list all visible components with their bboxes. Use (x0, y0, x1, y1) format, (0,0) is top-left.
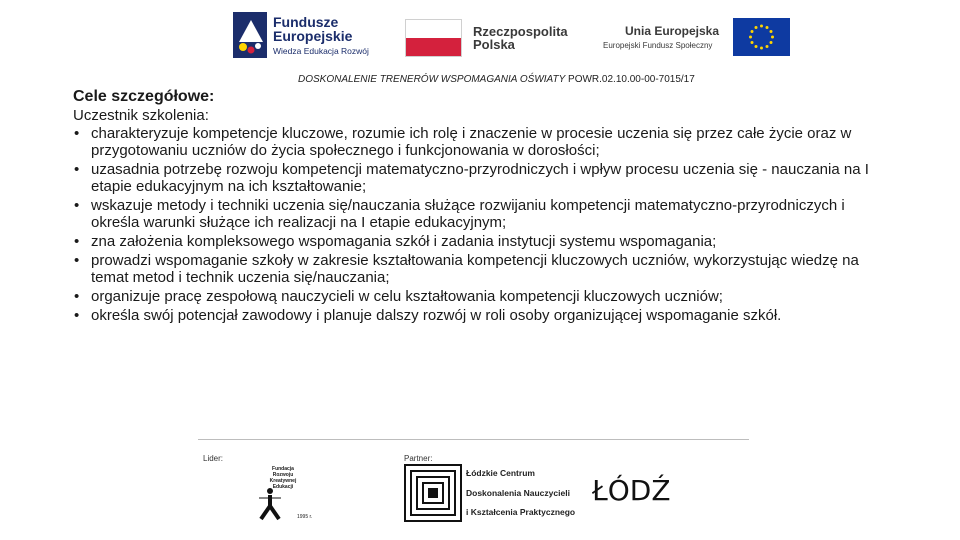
bullet-icon: • (74, 125, 80, 142)
list-item-text: zna założenia kompleksowego wspomagania szkół i zadania instytucji systemu wspomagania; (91, 233, 717, 250)
figure-icon (255, 486, 285, 522)
bullet-icon: • (74, 288, 80, 305)
list-item (73, 252, 893, 286)
main-content (73, 88, 893, 326)
concentric-squares-icon (404, 464, 462, 522)
section-heading: Cele szczegółowe: (73, 88, 215, 105)
list-item (73, 307, 893, 324)
list-item-text: charakteryzuje kompetencje kluczowe, rozumie ich rolę i znaczenie w procesie uczenia się przez całe życie oraz w przygotowaniu uczniów do życia społecznego i funkcjonowania w dorosłości; (91, 125, 852, 159)
footer-divider (198, 439, 749, 440)
bullet-icon: • (74, 197, 80, 214)
rzeczpospolita-text: Rzeczpospolita (473, 24, 568, 39)
lider-label: Lider: (203, 454, 224, 463)
bullet-icon: • (74, 233, 80, 250)
list-item-text: organizuje pracę zespołową nauczycieli w celu kształtowania kompetencji kluczowych uczniów; (91, 288, 723, 305)
unia-europejska-text: Unia Europejska (625, 24, 720, 38)
list-item-text: wskazuje metody i techniki uczenia się/nauczania służące rozwijaniu kompetencji matematyczno-przyrodniczych i określa warunki służące ich realizacji na I etapie edukacyjnym; (91, 197, 845, 231)
partner-line1: Łódzkie Centrum (466, 468, 535, 478)
project-code: POWR.02.10.00-00-7015/17 (568, 74, 695, 85)
list-item (73, 161, 893, 195)
partner-logo (404, 464, 576, 524)
bullet-icon: • (74, 307, 80, 324)
unia-europejska-logo (603, 18, 793, 60)
program-name: Wiedza Edukacja Rozwój (273, 46, 369, 56)
list-item (73, 125, 893, 159)
partner-line2: Doskonalenia Nauczycieli (466, 488, 570, 498)
list-item-text: prowadzi wspomaganie szkoły w zakresie kształtowania kompetencji kluczowych uczniów, wykorzystując wiedzę na temat metod i technik uczenia się/nauczania; (91, 252, 859, 286)
fundusze-europejskie-logo (233, 12, 378, 62)
objectives-list (73, 125, 893, 324)
lodz-city-logo (592, 470, 672, 510)
list-item-text: określa swój potencjał zawodowy i planuje dalszy rozwój w roli osoby organizującej wspomaganie szkół. (91, 307, 782, 324)
fundusze-europejskie-mark-icon (233, 12, 267, 58)
list-item-text: uzasadnia potrzebę rozwoju kompetencji matematyczno-przyrodniczych i wpływ procesu uczenia się - nauczania na I etapie edukacyjnym na ich kształtowanie; (91, 161, 869, 195)
project-name: DOSKONALENIE TRENERÓW WSPOMAGANIA OŚWIATY (298, 74, 566, 85)
polish-flag-icon (405, 19, 462, 57)
bullet-icon: • (74, 252, 80, 269)
project-line (298, 74, 695, 85)
list-item (73, 288, 893, 305)
rzeczpospolita-polska-logo (405, 19, 575, 59)
polska-text: Polska (473, 37, 515, 52)
section-intro: Uczestnik szkolenia: (73, 107, 209, 124)
bullet-icon: • (74, 161, 80, 178)
europejskie-title: Europejskie (273, 28, 353, 44)
list-item (73, 233, 893, 250)
lider-logo-year: 1995 r. (297, 514, 313, 520)
fundusze-title: Fundusze (273, 14, 339, 30)
lodz-logo-text: ŁÓDŹ (592, 474, 671, 507)
efs-text: Europejski Fundusz Społeczny (603, 41, 713, 50)
eu-flag-icon (733, 18, 790, 56)
partner-line3: i Kształcenia Praktycznego (466, 507, 576, 517)
lider-logo-text: Fundacja Rozwoju Kreatywnej Edukacji (269, 466, 297, 490)
list-item (73, 197, 893, 231)
lider-logo (255, 466, 325, 524)
partner-label: Partner: (404, 454, 433, 463)
